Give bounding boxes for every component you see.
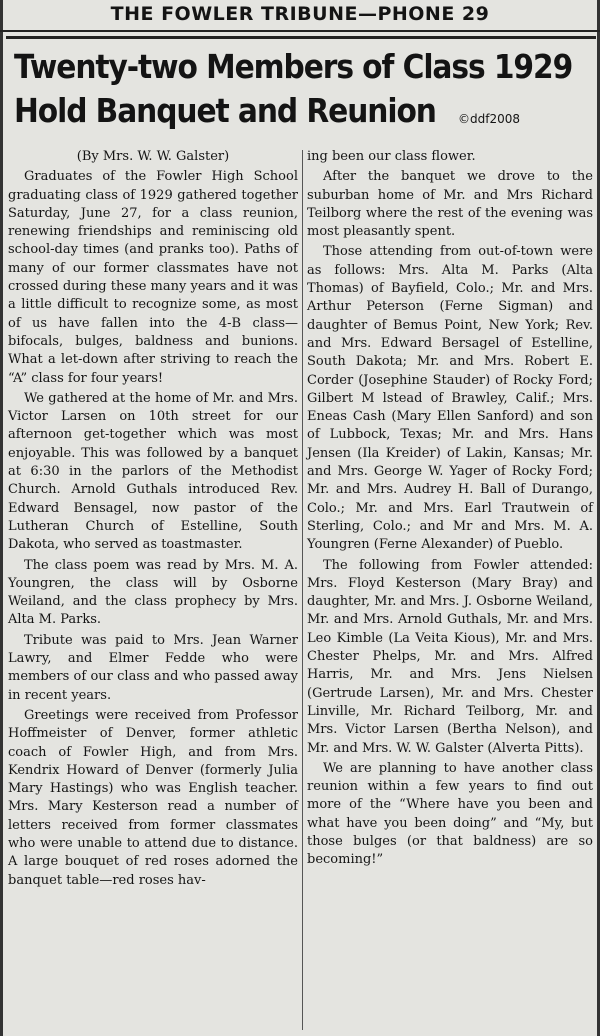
byline: (By Mrs. W. W. Galster) <box>76 149 230 164</box>
paragraph-greetings: Greetings were received from Professor Hoffmeister of Denver, former athletic coach of Fowler High, and from Mrs. Kendrix Howard of Denver (formerly Julia Mary Hastings) who was English teacher. Mrs. Mary Kesterson read a number of letters received from former classmates who were unable to attend due to distance. A large bouquet of red roses adorned the banquet table—red roses hav- <box>8 707 298 888</box>
left-column <box>8 148 298 892</box>
left-page-edge <box>0 0 3 1036</box>
paragraph-tribute: Tribute was paid to Mrs. Jean Warner Lawry, and Elmer Fedde who were members of our class and who passed away in recent years. <box>8 632 298 703</box>
paragraph-out-of-town: Those attending from out-of-town were as follows: Mrs. Alta M. Parks (Alta Thomas) of Bayfield, Colo.; Mr. and Mrs. Arthur Peterson (Ferne Sigman) and daughter of Bemus Point, New York; Rev. and Mrs. Edward Bersagel of Estelline, South Dakota; Mr. and Mrs. Robert E. Corder (Josephine Stauder) of Rocky Ford; Gilbert M lstead of Brawley, Calif.; Mrs. Eneas Cash (Mary Ellen Sanford) and son of Lubbock, Texas; Mr. and Mrs. Hans Jensen (Ila Kreider) of Lakin, Kansas; Mr. and Mrs. George W. Yager of Rocky Ford; Mr. and Mrs. Audrey H. Ball of Durango, Colo.; Mr. and Mrs. Earl Trautwein of Sterling, Colo.; and Mr and Mrs. M. A. Youngren (Ferne Alexander) of Pueblo. <box>307 244 593 553</box>
paragraph-fowler-attendees: The following from Fowler attended: Mrs. Floyd Kesterson (Mary Bray) and daughter, Mr. and Mrs. J. Osborne Weiland, Mr. and Mrs. Arnold Guthals, Mr. and Mrs. Leo Kimble (La Veita Kious), Mr. and Mrs. Chester Phelps, Mr. and Mrs. Alfred Harris, Mr. and Mrs. Jens Nielsen (Gertrude Larsen), Mr. and Mrs. Chester Linville, Mr. Richard Teilborg, Mr. and Mrs. Victor Larsen (Bertha Nelson), and Mr. and Mrs. W. W. Galster (Alverta Pitts). <box>307 557 593 756</box>
right-column <box>307 148 593 872</box>
paragraph-after-banquet: After the banquet we drove to the suburban home of Mr. and Mrs Richard Teilborg where the rest of the evening was most pleasantly spent. <box>307 169 593 240</box>
paragraph-continuation: ing been our class flower. <box>307 149 476 164</box>
headline-line-1: Twenty-two Members of Class 1929 <box>14 47 573 86</box>
headline-box <box>6 36 596 149</box>
headline-line-2: Hold Banquet and Reunion <box>14 91 436 130</box>
column-divider <box>302 150 303 1030</box>
paragraph-class-poem: The class poem was read by Mrs. M. A. Youngren, the class will by Osborne Weiland, and the class prophecy by Mrs. Alta M. Parks. <box>8 557 298 628</box>
newspaper-masthead: THE FOWLER TRIBUNE—PHONE 29 <box>0 0 600 32</box>
paragraph-intro: Graduates of the Fowler High School graduating class of 1929 gathered together Saturday, June 27, for a class reunion, renewing friendships and reminiscing old school-day times (and pranks too). Paths of many of our former classmates have not crossed during these many years and it was a little difficult to recognize some, as most of us have fallen into the 4-B class—bifocals, bulges, baldness and bunions. What a let-down after striving to reach the “A” class for four years! <box>8 169 298 386</box>
copyright-watermark: ©ddf2008 <box>458 112 520 126</box>
paragraph-gathering: We gathered at the home of Mr. and Mrs. Victor Larsen on 10th street for our afternoon get-together which was most enjoyable. This was followed by a banquet at 6:30 in the parlors of the Methodist Church. Arnold Guthals introduced Rev. Edward Bensagel, now pastor of the Lutheran Church of Estelline, South Dakota, who served as toastmaster. <box>8 390 298 553</box>
paragraph-closing: We are planning to have another class reunion within a few years to find out more of the “Where have you been and what have you been doing” and “My, but those bulges (or that baldness) are so becoming!” <box>307 760 593 868</box>
